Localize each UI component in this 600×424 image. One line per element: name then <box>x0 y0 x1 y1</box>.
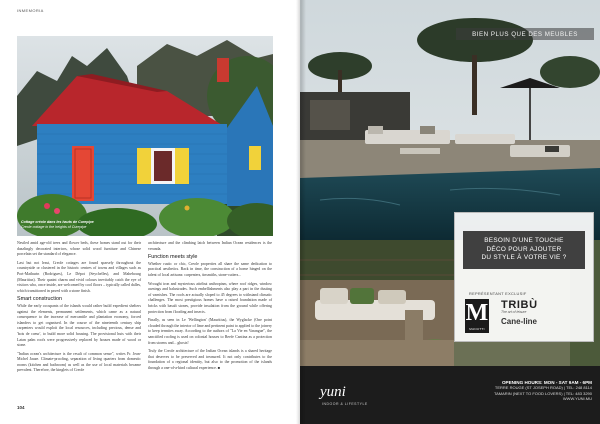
photo-caption <box>21 220 94 230</box>
page-number: 104 <box>17 405 25 410</box>
subheading: Function meets style <box>148 254 198 261</box>
paragraph: Wrought iron and mysterious attribut anthropism, where roof ridges, window awnings and balustrades. Such embellishments also play a part in the dusting of varnishes. The roofs are actually sloped to 45 degrees to withstand climatic challenges. The most prestigious homes have a raised foundation made of bricks with basalt stones, provide insulation from the ground while offering protection from flooding and insects. <box>148 281 272 314</box>
manutti-logo <box>465 299 489 333</box>
paragraph: While the early occupants of the islands would rather build expedient shelters against the elements, permanent settlements, which came as a natural consequence to the increase of mercantile and plantation economy, forced islanders to get organised. In the course of the nineteenth century ship carpenters would exploit the local resources, including precious, dense and 'bois de coeur', to build more solid housing. The provisional huts with their Latan palm roofs were progressively replaced by houses made of wood or stone. <box>17 303 141 348</box>
article-column-2 <box>148 241 272 374</box>
article-column-1 <box>17 241 141 377</box>
headline-line-3: DU STYLE À VOTRE VIE ? <box>481 254 567 262</box>
address-line-1: TERRE ROUGE (ST JOSEPH ROAD) | TEL: 248 8114 <box>494 385 592 391</box>
representative-label: REPRÉSENTANT EXCLUSIF <box>469 291 527 296</box>
contact-info <box>452 380 592 402</box>
tribu-logo: TRIBÙ <box>501 299 538 311</box>
tribu-tagline: The art of leisure <box>501 310 527 314</box>
paragraph: Last but not least, Creole cottages are found sparsely throughout the countryside or clustered in the historic centres of towns and villages such as Port-Mathurin (Rodrigues), Le Dépot (Seychelles), and Mahebourg (Mauritius). Their quaint charm and vivid colours inevitably catch the eye of visitors who, once inside, are welcomed by cool floors – typically called dalles, which transitioned in paved with a stone finish. <box>17 260 141 293</box>
advert-headline <box>463 231 585 269</box>
creole-cottage-photo <box>17 36 273 236</box>
brand-logos <box>501 299 538 326</box>
advert-box <box>454 212 594 342</box>
yuni-logo: yuni <box>320 384 346 400</box>
address-line-2: TAMARIN (NEXT TO FOOD LOVERS) | TEL: 483 3290 <box>493 390 592 396</box>
cottage-illustration <box>17 36 273 236</box>
subheading: Smart construction <box>17 296 62 303</box>
paragraph: Truly the Creole architecture of the Indian Ocean islands is a shared heritage that deserves to be preserved and treasured. It not only contributes to the foundation of a regional identity, but also to the promotion of the islands through a one-of-a-kind cultural experience. ■ <box>148 349 272 370</box>
paragraph: Whether rustic or chic, Creole properties all share the same dedication to practical aesthetics. Back in time, the construction of a home hinged on the talent of local artisans: carpenters, tinsmiths, stone-cutters... <box>148 261 272 277</box>
headline-line-2: DÉCO POUR AJOUTER <box>486 245 562 253</box>
tagline-banner: BIEN PLUS QUE DES MEUBLES <box>456 28 594 40</box>
paragraph: Nestled amid age-old trees and flower beds, these homes stand out for their dazzlingly decorated interiors, whose solid wood furniture and Chinese porcelain set the standard of elegance. <box>17 241 141 257</box>
manutti-name: MANUTTI <box>469 327 485 331</box>
right-page-advert <box>300 0 600 424</box>
paragraph: "Indian ocean's architecture is the result of common sense", writes Fr. Jean-Michel Jauze. Climate-proofing, separation of living quarters from domestic rooms (kitchen and bathroom) as well as the use of local materials became prevalent. Therefore, the kinglets of Creole <box>17 351 141 373</box>
yuni-subtitle: INDOOR & LIFESTYLE <box>322 402 368 406</box>
website: WWW.YUNI.MU <box>562 396 592 402</box>
section-label: INMEMORIA <box>17 8 44 13</box>
paragraph: architecture and the climbing latch between Indian Ocean residences is the veranda. <box>148 241 272 251</box>
caption-text: Creole cottage in the heights of Curepipe <box>21 225 87 229</box>
paragraph: Finally, as seen in Le 'Wellington' (Mauritius), the Wyglacke (One point clouded through the interior of lime and pertinent paint to applied to the joinery to keep termites away. According to the authors of "La Vie en Varangue", the sanctified roofing is used on colonial houses to Reefe Cantina as a protection from storms and... ghosts! <box>148 318 272 345</box>
page-gutter <box>296 0 306 424</box>
manutti-letter: M <box>465 300 489 326</box>
headline-line-1: BESOIN D'UNE TOUCHE <box>484 237 564 245</box>
opening-hours: OPENING HOURS: MON - SAT 9AM - 6PM <box>501 380 592 385</box>
caption-title: Cottage créole dans les hauts de Curepipe <box>21 220 94 224</box>
caneline-logo: Cane-line <box>501 317 538 326</box>
